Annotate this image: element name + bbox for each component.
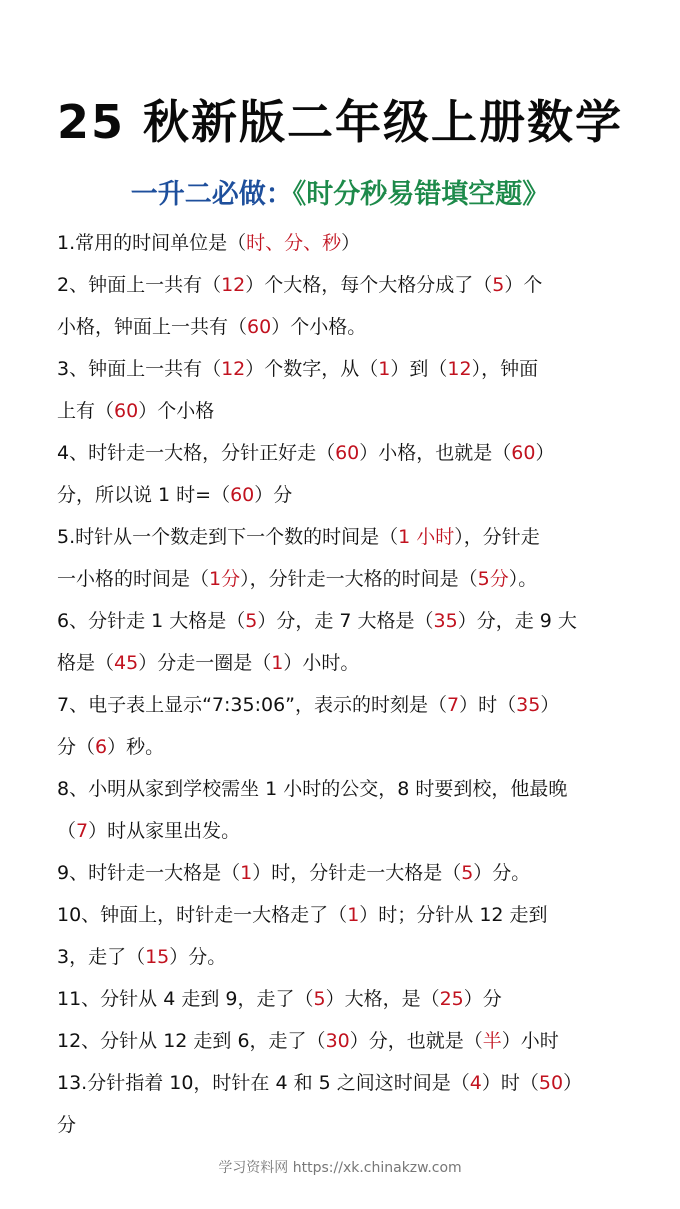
answer-text: 1 <box>347 904 360 926</box>
text-line <box>57 558 647 600</box>
question-text: ）时从家里出发。 <box>88 820 241 842</box>
question-text: ），分针走 <box>454 526 540 548</box>
question-text: ）个大格，每个大格分成了（ <box>245 274 493 296</box>
answer-text: 5 <box>313 988 326 1010</box>
answer-text: 5 <box>461 862 474 884</box>
question-text: ） <box>535 442 555 464</box>
text-line <box>57 348 647 390</box>
question-text: ） <box>563 1072 583 1094</box>
answer-text: 5 <box>245 610 258 632</box>
text-line <box>57 810 647 852</box>
subtitle-main: 《时分秒易错填空题》 <box>292 179 550 210</box>
text-line <box>57 684 647 726</box>
question-text: 1.常用的时间单位是（ <box>57 232 247 254</box>
text-line <box>57 1104 647 1146</box>
question-text: 上有（ <box>57 400 115 422</box>
question-text: 小格，钟面上一共有（ <box>57 316 248 338</box>
question-text: ）大格，是（ <box>325 988 440 1010</box>
question-text: ）个小格 <box>138 400 215 422</box>
text-line <box>57 264 647 306</box>
question-text: ）时，分针走一大格是（ <box>252 862 462 884</box>
question-text: 6、分针走 1 大格是（ <box>57 610 246 632</box>
answer-text: 4 <box>469 1072 482 1094</box>
page-subtitle <box>0 172 680 211</box>
answer-text: 15 <box>145 946 170 968</box>
answer-text: 50 <box>538 1072 564 1094</box>
text-line <box>57 306 647 348</box>
question-text: 10、钟面上，时针走一大格走了（ <box>57 904 348 926</box>
question-text: ），钟面 <box>471 358 539 380</box>
question-text: ） <box>540 694 560 716</box>
text-line <box>57 894 647 936</box>
answer-text: 60 <box>230 484 255 506</box>
question-text: 3，走了（ <box>57 946 146 968</box>
question-text: （ <box>57 820 77 842</box>
answer-text: 35 <box>516 694 541 716</box>
answer-text: 1 <box>240 862 253 884</box>
text-line <box>57 726 647 768</box>
question-text: 11、分针从 4 走到 9，走了（ <box>57 988 314 1010</box>
question-text: ）时（ <box>459 694 517 716</box>
answer-text: 35 <box>433 610 458 632</box>
question-text: 4、时针走一大格，分针正好走（ <box>57 442 336 464</box>
text-line <box>57 600 647 642</box>
question-text: ）小格，也就是（ <box>359 442 512 464</box>
answer-text: 1分 <box>209 568 241 590</box>
answer-text: 12 <box>221 274 246 296</box>
question-text: ） <box>341 232 361 254</box>
question-text: 一小格的时间是（ <box>57 568 210 590</box>
subtitle-prefix: 一升二必做： <box>130 179 293 210</box>
question-text: ）分。 <box>169 946 227 968</box>
answer-text: 1 <box>378 358 391 380</box>
question-text: ）小时。 <box>283 652 360 674</box>
question-text: 分（ <box>57 736 96 758</box>
text-line <box>57 432 647 474</box>
answer-text: 半 <box>482 1030 502 1052</box>
question-text: 分 <box>57 1114 77 1136</box>
answer-text: 6 <box>95 736 108 758</box>
question-text: ）分 <box>463 988 502 1010</box>
question-text: ）分 <box>254 484 293 506</box>
question-text: 7、电子表上显示“7:35:06”，表示的时刻是（ <box>57 694 448 716</box>
question-list <box>57 222 647 1146</box>
text-line <box>57 222 647 264</box>
question-text: ）到（ <box>390 358 448 380</box>
question-text: ）小时 <box>501 1030 559 1052</box>
question-text: 3、钟面上一共有（ <box>57 358 222 380</box>
question-text: ）分走一圈是（ <box>138 652 272 674</box>
question-text: 13.分针指着 10，时针在 4 和 5 之间这时间是（ <box>57 1072 470 1094</box>
question-text: ）分，走 9 大 <box>457 610 577 632</box>
answer-text: 60 <box>335 442 360 464</box>
footer-watermark: 学习资料网 https://xk.chinakzw.com <box>218 1160 462 1176</box>
text-line <box>57 642 647 684</box>
text-line <box>57 852 647 894</box>
question-text: 5.时针从一个数走到下一个数的时间是（ <box>57 526 399 548</box>
text-line <box>57 936 647 978</box>
question-text: ）分，也就是（ <box>349 1030 483 1052</box>
answer-text: 60 <box>247 316 272 338</box>
answer-text: 7 <box>76 820 89 842</box>
answer-text: 30 <box>325 1030 350 1052</box>
question-text: 9、时针走一大格是（ <box>57 862 241 884</box>
question-text: 格是（ <box>57 652 115 674</box>
answer-text: 12 <box>447 358 472 380</box>
question-text: 2、钟面上一共有（ <box>57 274 222 296</box>
question-text: ）时（ <box>481 1072 539 1094</box>
text-line <box>57 1062 647 1104</box>
text-line <box>57 1020 647 1062</box>
text-line <box>57 390 647 432</box>
text-line <box>57 978 647 1020</box>
page-title: 25 秋新版二年级上册数学 <box>56 95 624 149</box>
question-text: 分，所以说 1 时=（ <box>57 484 231 506</box>
question-text: ）时；分针从 12 走到 <box>359 904 548 926</box>
question-text: ），分针走一大格的时间是（ <box>240 568 478 590</box>
question-text: 12、分针从 12 走到 6，走了（ <box>57 1030 326 1052</box>
answer-text: 5 <box>492 274 505 296</box>
question-text: ）秒。 <box>107 736 165 758</box>
text-line <box>57 768 647 810</box>
question-text: ）个 <box>504 274 543 296</box>
question-text: ）。 <box>508 568 538 590</box>
question-text: ）个数字，从（ <box>245 358 379 380</box>
question-text: ）分，走 7 大格是（ <box>257 610 434 632</box>
question-text: 8、小明从家到学校需坐 1 小时的公交，8 时要到校，他最晚 <box>57 778 568 800</box>
answer-text: 25 <box>439 988 464 1010</box>
answer-text: 60 <box>511 442 536 464</box>
question-text: ）个小格。 <box>271 316 367 338</box>
answer-text: 12 <box>221 358 246 380</box>
text-line <box>57 516 647 558</box>
answer-text: 1 <box>271 652 284 674</box>
answer-text: 1 小时 <box>398 526 455 548</box>
answer-text: 60 <box>114 400 139 422</box>
answer-text: 时、分、秒 <box>246 232 342 254</box>
answer-text: 5分 <box>477 568 509 590</box>
text-line <box>57 474 647 516</box>
answer-text: 7 <box>447 694 460 716</box>
answer-text: 45 <box>114 652 139 674</box>
question-text: ）分。 <box>473 862 531 884</box>
